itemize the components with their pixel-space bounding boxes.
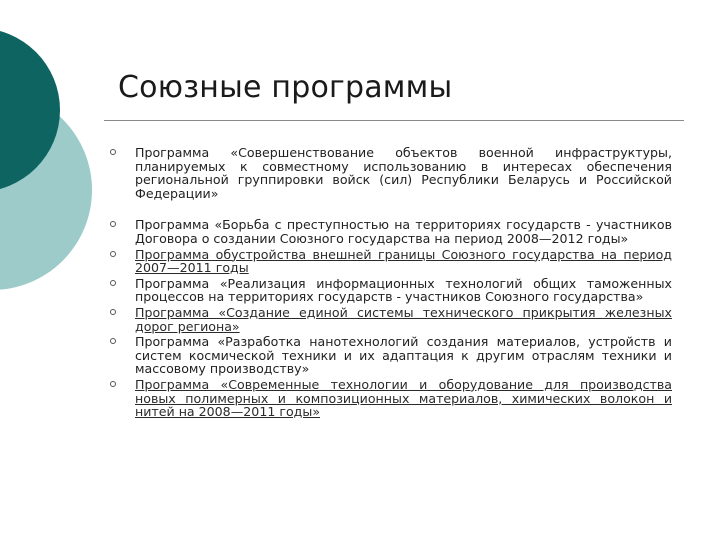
circle-bullet-icon — [110, 221, 116, 227]
circle-bullet-icon — [110, 251, 116, 257]
item-text: Программа «Разработка нанотехнологий создания материалов, устройств и систем космической техники и их адаптация к другим отраслям техники и массовому производству» — [135, 334, 672, 377]
program-list — [104, 146, 672, 421]
circle-bullet-icon — [110, 280, 116, 286]
list-item — [104, 248, 672, 275]
item-link[interactable]: Программа «Создание единой системы технического прикрытия железных дорог региона» — [135, 304, 672, 334]
item-text: Программа «Реализация информационных технологий общих таможенных процессов на территориях государств - участников Союзного государства» — [135, 275, 672, 305]
circle-bullet-icon — [110, 381, 116, 387]
item-link[interactable]: Программа обустройства внешней границы Союзного государства на период 2007—2011 годы — [135, 246, 672, 276]
circle-bullet-icon — [110, 309, 116, 315]
circle-bullet-icon — [110, 149, 116, 155]
circle-bullet-icon — [110, 338, 116, 344]
list-item — [104, 146, 672, 200]
item-text: Программа «Совершенствование объектов военной инфраструктуры, планируемых к совместному использованию в интересах обеспечения региональной группировки войск (сил) Республики Беларусь и Российской Федерации» — [135, 145, 672, 201]
list-item — [104, 378, 672, 419]
decorative-circles — [0, 0, 120, 300]
slide-title: Союзные программы — [118, 70, 453, 105]
item-link[interactable]: Программа «Современные технологии и оборудование для производства новых полимерных и композиционных материалов, химических волокон и нитей на 2008—2011 годы» — [135, 376, 672, 420]
title-divider — [104, 120, 684, 121]
list-item — [104, 277, 672, 304]
item-text: Программа «Борьба с преступностью на территориях государств - участников Договора о создании Союзного государства на период 2008—2012 годы» — [135, 217, 672, 246]
list-item — [104, 306, 672, 333]
list-item — [104, 335, 672, 376]
list-item — [104, 218, 672, 245]
